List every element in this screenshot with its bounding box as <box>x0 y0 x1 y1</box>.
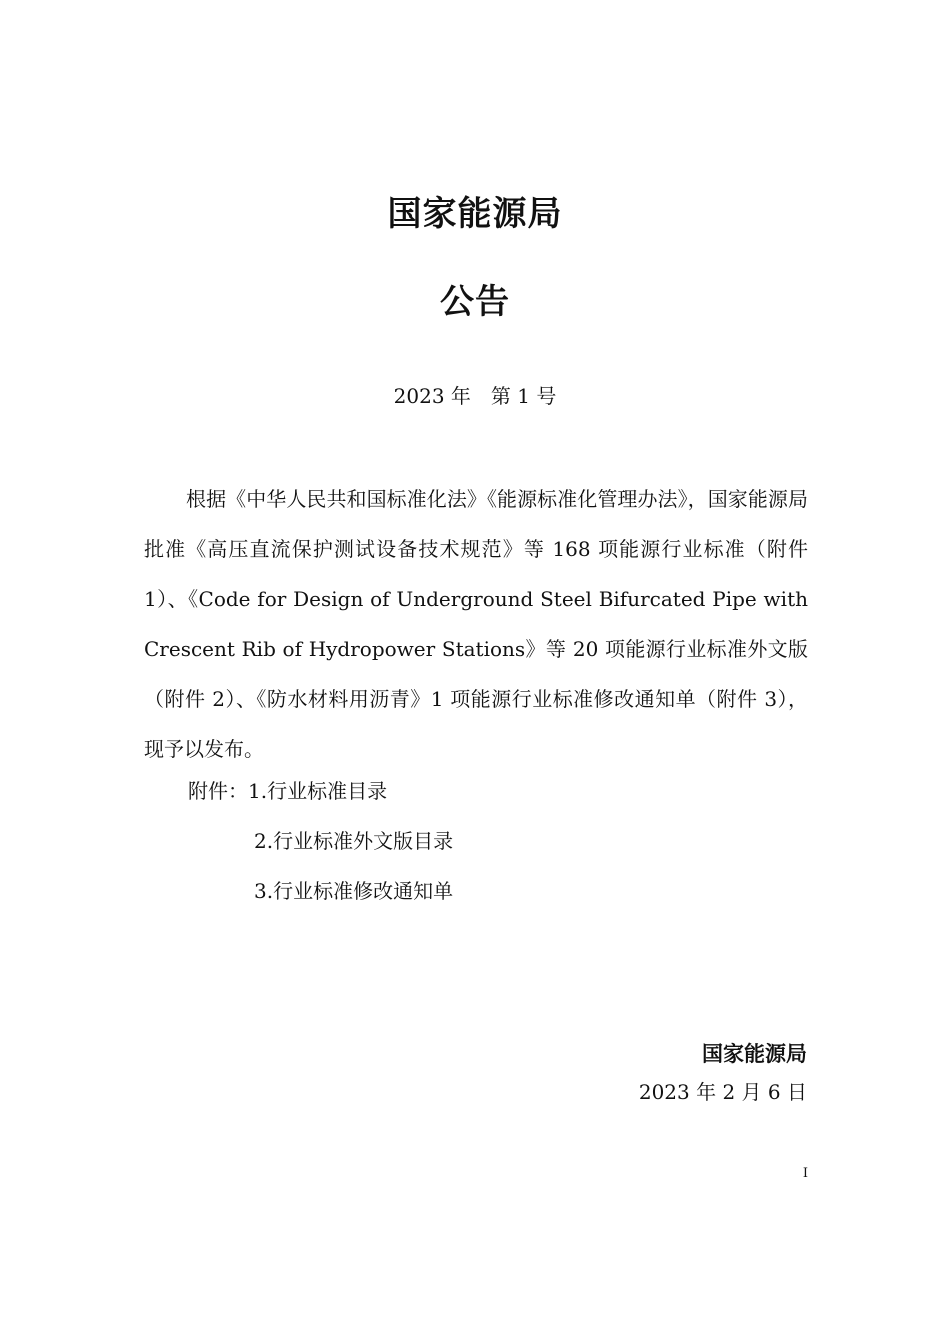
page-number: I <box>802 1166 808 1181</box>
attachment-item-1: 附件：1.行业标准目录 <box>188 779 388 803</box>
signature-organization: 国家能源局 <box>702 1042 807 1066</box>
signature-date: 2023 年 2 月 6 日 <box>638 1080 807 1104</box>
attachment-item-3: 3.行业标准修改通知单 <box>254 879 454 903</box>
issuing-authority-title: 国家能源局 <box>387 194 563 234</box>
document-type-title: 公告 <box>440 282 510 322</box>
announcement-body-paragraph: 根据《中华人民共和国标准化法》《能源标准化管理办法》，国家能源局批准《高压直流保护测试设备技术规范》等 168 项能源行业标准（附件 1）、《Code for Design of Underground Steel Bifurcated Pipe with Crescent Rib of Hydropower Stations》等 20 项能源行业标准外文版（附件 2）、《防水材料用沥青》1 项能源行业标准修改通知单（附件 3），现予以发布。 <box>144 487 808 761</box>
announcement-number: 2023 年 第 1 号 <box>393 384 557 408</box>
attachment-item-2: 2.行业标准外文版目录 <box>254 829 454 853</box>
